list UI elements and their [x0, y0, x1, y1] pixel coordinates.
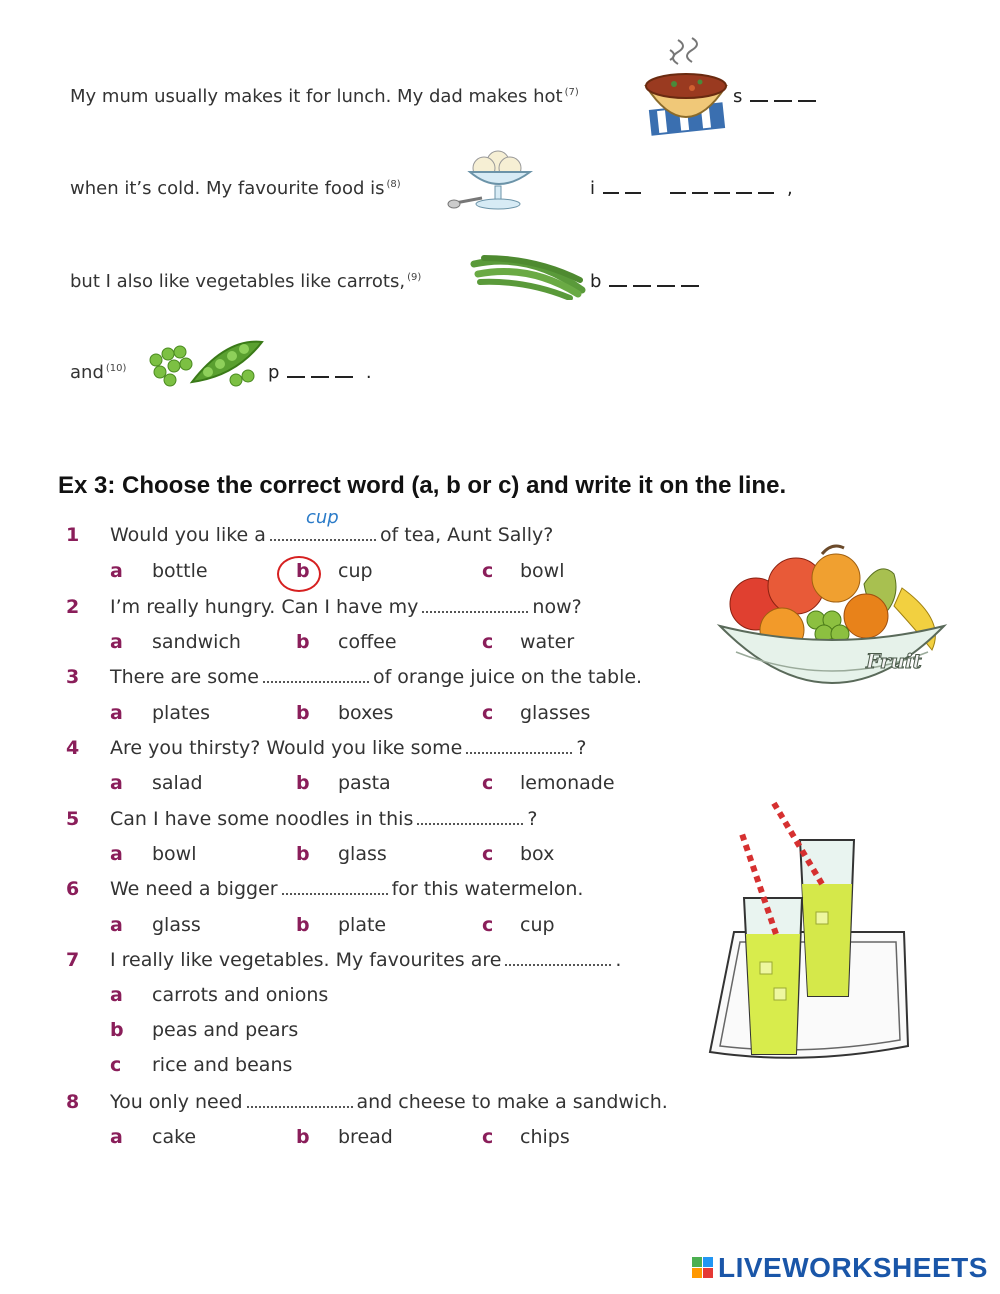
option-letter[interactable]: a — [110, 1126, 123, 1148]
gap-9-letter: b — [590, 271, 603, 292]
option-letter[interactable]: a — [110, 702, 123, 724]
question-text-after: ? — [576, 737, 587, 759]
question-text-after: . — [615, 949, 622, 971]
story-text-9: but I also like vegetables like carrots, — [70, 271, 406, 292]
option-text[interactable]: bottle — [152, 560, 208, 582]
question-6-text — [110, 878, 583, 900]
item-number-10: (10) — [105, 363, 127, 374]
exercise-title: Ex 3: Choose the correct word (a, b or c) and write it on the line. — [58, 472, 787, 499]
option-text[interactable]: salad — [152, 772, 203, 794]
question-text-after: of orange juice on the table. — [372, 666, 643, 688]
item-number-8: (8) — [386, 179, 401, 190]
option-text[interactable]: lemonade — [520, 772, 615, 794]
option-letter[interactable]: c — [110, 1054, 122, 1076]
option-letter[interactable]: a — [110, 560, 123, 582]
option-letter[interactable]: a — [110, 772, 123, 794]
option-text[interactable]: cup — [520, 914, 555, 936]
gap-10-period: . — [365, 362, 373, 383]
question-text-before: We need a bigger — [110, 878, 278, 900]
question-number: 4 — [66, 737, 80, 759]
question-4-text — [110, 737, 586, 759]
gap-10-letter: p — [268, 362, 281, 383]
option-letter[interactable]: c — [482, 843, 494, 865]
option-letter[interactable]: b — [296, 772, 310, 794]
question-number: 8 — [66, 1091, 80, 1113]
gap-8[interactable] — [590, 178, 794, 199]
story-text-7: My mum usually makes it for lunch. My dad makes hot — [70, 86, 563, 107]
option-letter[interactable]: a — [110, 843, 123, 865]
option-letter[interactable]: b — [296, 914, 310, 936]
story-line-7 — [70, 86, 579, 107]
question-text-before: You only need — [110, 1091, 243, 1113]
option-text[interactable]: bowl — [520, 560, 565, 582]
question-text-before: Are you thirsty? Would you like some — [110, 737, 463, 759]
question-number: 5 — [66, 808, 80, 830]
option-text[interactable]: plates — [152, 702, 211, 724]
option-letter[interactable]: c — [482, 631, 494, 653]
fruit-bowl-picture — [716, 540, 948, 720]
ice-cream-picture — [446, 148, 556, 214]
question-3-text — [110, 666, 642, 688]
gap-7[interactable] — [733, 86, 822, 107]
story-line-10 — [70, 362, 126, 383]
option-text[interactable]: coffee — [338, 631, 397, 653]
answer-line-5[interactable] — [417, 813, 523, 825]
option-text[interactable]: cake — [152, 1126, 197, 1148]
option-text[interactable]: sandwich — [152, 631, 241, 653]
gap-10[interactable] — [268, 362, 373, 383]
option-letter[interactable]: c — [482, 914, 494, 936]
question-text-after: and cheese to make a sandwich. — [356, 1091, 668, 1113]
question-number: 7 — [66, 949, 80, 971]
option-text[interactable]: chips — [520, 1126, 570, 1148]
question-8-text — [110, 1091, 668, 1113]
option-letter[interactable]: b — [296, 702, 310, 724]
option-letter[interactable]: c — [482, 560, 494, 582]
option-letter[interactable]: a — [110, 984, 123, 1006]
option-text[interactable]: glass — [152, 914, 201, 936]
option-letter[interactable]: c — [482, 772, 494, 794]
item-number-7: (7) — [564, 87, 579, 98]
answer-line-3[interactable] — [263, 671, 369, 683]
question-2-text — [110, 596, 582, 618]
question-text-before: Would you like a — [110, 524, 266, 546]
option-text[interactable]: cup — [338, 560, 373, 582]
story-line-9 — [70, 271, 421, 292]
question-7-text — [110, 949, 621, 971]
option-text[interactable]: bowl — [152, 843, 197, 865]
lemonade-glasses-picture — [704, 792, 914, 1064]
option-letter[interactable]: b — [296, 560, 310, 582]
option-text[interactable]: peas and pears — [152, 1019, 299, 1041]
gap-9[interactable] — [590, 271, 705, 292]
question-text-after: now? — [532, 596, 582, 618]
question-number: 2 — [66, 596, 80, 618]
question-text-before: I’m really hungry. Can I have my — [110, 596, 419, 618]
question-number: 3 — [66, 666, 80, 688]
option-letter[interactable]: c — [482, 702, 494, 724]
answer-line-8[interactable] — [247, 1096, 353, 1108]
question-number: 6 — [66, 878, 80, 900]
gap-7-letter: s — [733, 86, 744, 107]
answer-line-1[interactable] — [270, 507, 376, 541]
question-number: 1 — [66, 524, 80, 546]
brand-logo — [692, 1252, 988, 1284]
peas-picture — [146, 336, 266, 394]
question-text-before: I really like vegetables. My favourites are — [110, 949, 502, 971]
question-text-before: There are some — [110, 666, 259, 688]
item-number-9: (9) — [407, 272, 422, 283]
gap-8-letter: i — [590, 178, 597, 199]
option-text[interactable]: water — [520, 631, 575, 653]
option-text[interactable]: plate — [338, 914, 387, 936]
option-letter[interactable]: c — [482, 1126, 494, 1148]
option-letter[interactable]: b — [296, 1126, 310, 1148]
answer-line-6[interactable] — [282, 883, 388, 895]
story-text-10: and — [70, 362, 104, 383]
option-text[interactable]: bread — [338, 1126, 393, 1148]
question-text-after: for this watermelon. — [391, 878, 584, 900]
story-line-8 — [70, 178, 401, 199]
soup-bowl-picture — [640, 36, 730, 138]
question-text-before: Can I have some noodles in this — [110, 808, 414, 830]
gap-8-comma: , — [786, 178, 794, 199]
option-text[interactable]: glasses — [520, 702, 591, 724]
answer-line-2[interactable] — [422, 601, 528, 613]
question-text-after: ? — [527, 808, 538, 830]
question-1-text — [110, 507, 554, 546]
fruit-label: Fruit — [866, 649, 922, 673]
answer-line-7[interactable] — [505, 954, 611, 966]
option-text[interactable]: boxes — [338, 702, 394, 724]
option-text[interactable]: rice and beans — [152, 1054, 293, 1076]
option-text[interactable]: pasta — [338, 772, 391, 794]
option-text[interactable]: glass — [338, 843, 387, 865]
option-letter[interactable]: b — [110, 1019, 124, 1041]
question-5-text — [110, 808, 537, 830]
handwritten-answer: cup — [305, 507, 339, 528]
brand-name: LIVEWORKSHEETS — [718, 1252, 988, 1283]
answer-line-4[interactable] — [466, 742, 572, 754]
story-text-8: when it’s cold. My favourite food is — [70, 178, 385, 199]
option-letter[interactable]: b — [296, 843, 310, 865]
option-text[interactable]: box — [520, 843, 555, 865]
question-text-after: of tea, Aunt Sally? — [379, 524, 554, 546]
green-beans-picture — [470, 250, 586, 300]
option-letter[interactable]: b — [296, 631, 310, 653]
liveworksheets-logo-icon — [692, 1257, 714, 1279]
option-letter[interactable]: a — [110, 914, 123, 936]
option-letter[interactable]: a — [110, 631, 123, 653]
option-text[interactable]: carrots and onions — [152, 984, 329, 1006]
